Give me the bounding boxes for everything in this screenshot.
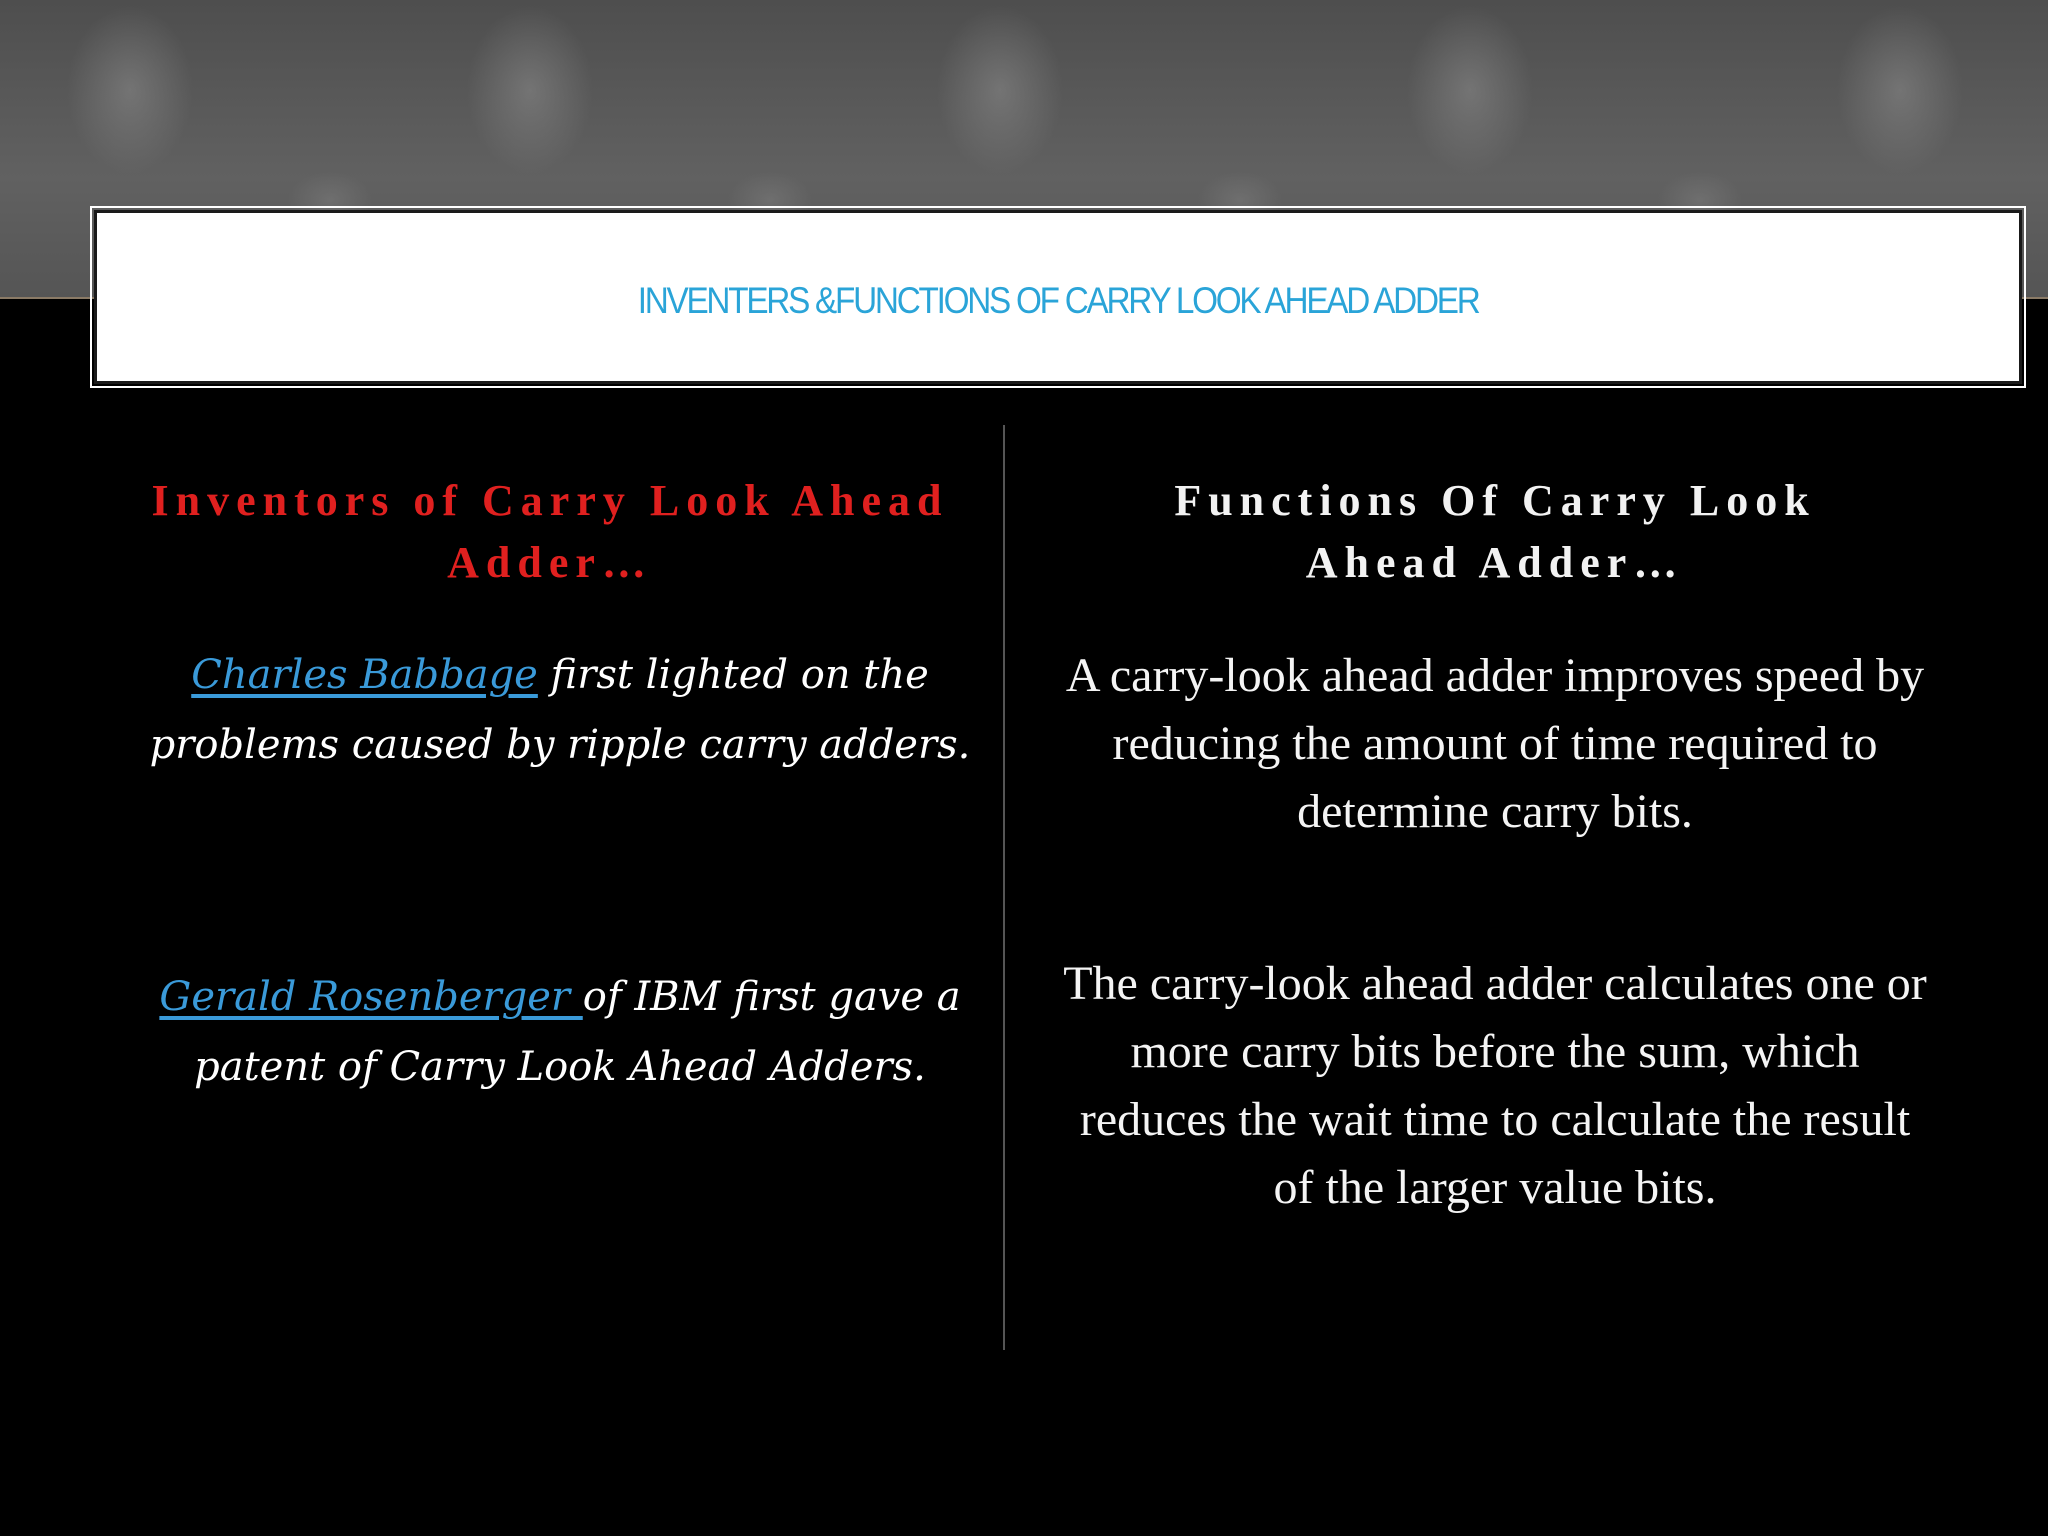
right-column-heading	[1055, 470, 1935, 594]
left-column-heading	[110, 470, 990, 594]
inventor-paragraph-text: first lighted on the problems caused by ripple carry adders.	[149, 652, 971, 768]
left-heading-line-2: Adder…	[447, 538, 653, 587]
charles-babbage-link[interactable]: Charles Babbage	[191, 652, 538, 698]
right-heading-line-2: Ahead Adder…	[1305, 538, 1685, 587]
left-heading-line-1: Inventors of Carry Look Ahead	[151, 476, 949, 525]
function-paragraph-2: The carry-look ahead adder calculates one or more carry bits before the sum, which reduces the wait time to calculate the result of the larger value bits.	[1063, 957, 1927, 1214]
right-heading-line-1: Functions Of Carry Look	[1174, 476, 1816, 525]
inventor-paragraph-text: of IBM first gave a patent of Carry Look Ahead Adders.	[194, 974, 961, 1090]
slide-title: INVENTERS &FUNCTIONS OF CARRY LOOK AHEAD ADDER	[637, 280, 1479, 321]
inventor-paragraph-babbage	[120, 640, 1000, 780]
title-box	[94, 210, 2022, 384]
function-paragraph-1: A carry-look ahead adder improves speed by reducing the amount of time required to determine carry bits.	[1065, 649, 1925, 838]
column-divider	[1003, 425, 1005, 1350]
gerald-rosenberger-link[interactable]: Gerald Rosenberger	[159, 974, 583, 1020]
inventor-paragraph-rosenberger	[120, 962, 1000, 1102]
